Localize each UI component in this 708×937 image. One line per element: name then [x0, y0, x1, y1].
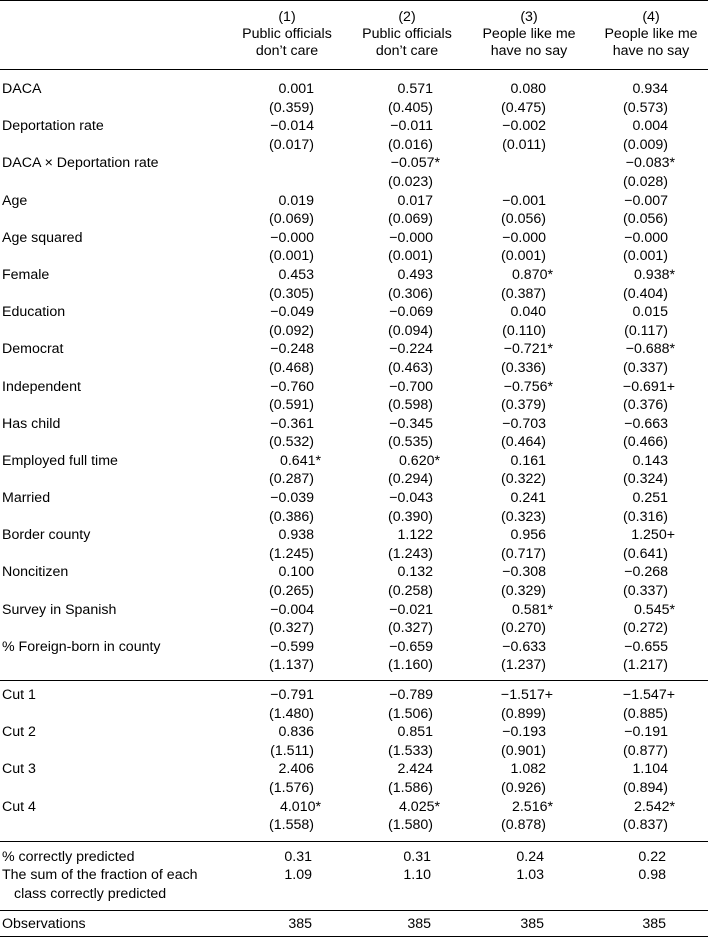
- std-error-cell: (0.901): [501, 742, 546, 759]
- coefficient-cell: 2.542*: [633, 798, 675, 815]
- coefficient-cell: −0.057*: [390, 155, 440, 172]
- std-error-cell: (0.117): [624, 322, 668, 339]
- std-error-cell: (0.885): [623, 705, 668, 722]
- coefficient-cell: −0.014: [270, 118, 314, 135]
- variable-coef-row: [0, 378, 708, 397]
- column-header-2: [352, 9, 462, 60]
- std-error-cell: (0.028): [623, 173, 668, 190]
- row-label: Female: [2, 266, 50, 283]
- std-error-cell: (0.899): [501, 705, 546, 722]
- variable-coef-row: [0, 229, 708, 248]
- variable-se-row: [0, 210, 708, 229]
- row-label: Cut 1: [2, 687, 36, 703]
- column-title-line1: People like me: [482, 26, 576, 42]
- variable-coef-row: [0, 303, 708, 322]
- std-error-cell: (0.390): [388, 508, 433, 525]
- std-error-cell: (0.573): [623, 99, 668, 116]
- coefficient-cell: 0.956: [510, 527, 546, 544]
- std-error-cell: (0.359): [269, 99, 314, 116]
- coefficient-cell: 0.004: [632, 118, 668, 135]
- coefficient-cell: 0.836: [278, 724, 314, 741]
- std-error-cell: (0.532): [269, 434, 314, 451]
- column-number: (2): [398, 9, 416, 25]
- coefficient-cell: 2.424: [397, 761, 433, 778]
- coefficient-cell: −0.688*: [625, 341, 675, 358]
- std-error-cell: (0.023): [388, 173, 433, 190]
- row-label: Independent: [2, 378, 81, 395]
- stat-value: 385: [642, 915, 666, 932]
- std-error-cell: (1.533): [388, 742, 433, 759]
- coefficient-cell: 0.934: [632, 81, 668, 97]
- row-label: DACA: [2, 81, 42, 97]
- coefficient-cell: 0.143: [632, 452, 668, 469]
- std-error-cell: (0.287): [269, 471, 314, 488]
- coefficient-cell: 0.251: [632, 490, 668, 507]
- std-error-cell: (0.001): [501, 248, 546, 265]
- std-error-cell: (0.641): [623, 545, 668, 562]
- coefficient-cell: 0.015: [632, 304, 668, 321]
- std-error-cell: (0.094): [388, 322, 433, 339]
- stat-value: 385: [407, 915, 431, 932]
- coefficient-cell: −0.691+: [622, 378, 675, 395]
- coefficient-cell: −0.700: [389, 378, 433, 395]
- row-label: Observations: [2, 915, 86, 932]
- stat-value: 1.10: [403, 867, 431, 884]
- variable-se-row: [0, 433, 708, 452]
- coefficient-cell: −0.224: [389, 341, 433, 358]
- std-error-cell: (0.324): [623, 471, 668, 488]
- std-error-cell: (0.265): [269, 583, 314, 600]
- column-title-line2: don’t care: [255, 43, 319, 59]
- coefficient-cell: −0.049: [270, 304, 314, 321]
- std-error-cell: (0.327): [269, 620, 314, 637]
- row-label: Employed full time: [2, 452, 118, 469]
- coefficient-cell: −0.703: [502, 415, 546, 432]
- row-label: Education: [2, 304, 66, 321]
- column-title-line1: People like me: [604, 26, 698, 42]
- coefficient-cell: −0.599: [270, 638, 314, 655]
- std-error-cell: (1.245): [269, 545, 314, 562]
- variable-coef-row: [0, 563, 708, 582]
- coefficient-cell: 0.620*: [398, 452, 440, 469]
- coefficient-cell: −1.547+: [622, 687, 675, 703]
- coefficient-cell: −0.001: [502, 192, 546, 209]
- coefficient-cell: 0.870*: [511, 266, 553, 283]
- std-error-cell: (0.386): [269, 508, 314, 525]
- cutpoint-se-row: [0, 705, 708, 724]
- coefficient-cell: −0.000: [270, 229, 314, 246]
- stat-row-observations: [0, 915, 708, 934]
- variable-se-row: [0, 359, 708, 378]
- variable-coef-row: [0, 415, 708, 434]
- variable-se-row: [0, 470, 708, 489]
- coefficient-cell: 0.100: [278, 564, 314, 581]
- row-label-continuation: class correctly predicted: [14, 885, 167, 902]
- coefficient-cell: −0.004: [270, 601, 314, 618]
- std-error-cell: (0.717): [501, 545, 546, 562]
- coefficient-cell: 0.938*: [633, 266, 675, 283]
- stat-value: 1.03: [516, 867, 544, 884]
- std-error-cell: (0.069): [388, 211, 433, 228]
- coefficient-cell: −0.308: [502, 564, 546, 581]
- std-error-cell: (0.016): [388, 136, 433, 153]
- column-title-line1: Public officials: [362, 26, 452, 42]
- std-error-cell: (0.316): [623, 508, 668, 525]
- coefficient-cell: 0.851: [397, 724, 433, 741]
- std-error-cell: (0.376): [623, 397, 668, 414]
- variable-se-row: [0, 619, 708, 638]
- row-label: The sum of the fraction of each: [2, 867, 198, 884]
- std-error-cell: (0.110): [502, 322, 546, 339]
- variable-se-row: [0, 396, 708, 415]
- table-header: [0, 1, 708, 70]
- coefficient-cell: −0.760: [270, 378, 314, 395]
- coefficient-cell: 0.017: [397, 192, 433, 209]
- column-header-1: [232, 9, 342, 60]
- std-error-cell: (1.558): [269, 817, 314, 834]
- row-label: Noncitizen: [2, 564, 69, 581]
- stat-value: 0.98: [638, 867, 666, 884]
- std-error-cell: (0.001): [388, 248, 433, 265]
- stat-row-sum-fraction-cont: [0, 885, 708, 904]
- std-error-cell: (0.591): [269, 397, 314, 414]
- variable-coef-row: [0, 266, 708, 285]
- coefficient-cell: 0.001: [278, 81, 314, 97]
- coefficient-cell: −0.791: [270, 687, 314, 703]
- variable-se-row: [0, 545, 708, 564]
- row-label: Deportation rate: [2, 118, 104, 135]
- std-error-cell: (0.305): [269, 285, 314, 302]
- coefficient-cell: 0.453: [278, 266, 314, 283]
- coefficient-cell: 0.545*: [633, 601, 675, 618]
- cutpoint-se-row: [0, 742, 708, 761]
- coefficient-cell: −0.193: [502, 724, 546, 741]
- coefficient-cell: 2.516*: [511, 798, 553, 815]
- column-header-3: [474, 9, 584, 60]
- column-number: (1): [278, 9, 296, 25]
- std-error-cell: (1.237): [501, 657, 546, 674]
- std-error-cell: (0.894): [623, 779, 668, 796]
- std-error-cell: (0.379): [501, 397, 546, 414]
- std-error-cell: (0.069): [269, 211, 314, 228]
- column-header-4: [594, 9, 708, 60]
- row-label: Age squared: [2, 229, 83, 246]
- coefficient-cell: −0.083*: [625, 155, 675, 172]
- fit-statistics-section: [0, 848, 708, 904]
- std-error-cell: (0.001): [623, 248, 668, 265]
- std-error-cell: (0.017): [269, 136, 314, 153]
- variable-coef-row: [0, 452, 708, 471]
- coefficient-cell: 2.406: [278, 761, 314, 778]
- coefficient-cell: 0.241: [510, 490, 546, 507]
- std-error-cell: (0.466): [623, 434, 668, 451]
- coefficient-cell: 1.122: [397, 527, 433, 544]
- row-label: Cut 2: [2, 724, 36, 741]
- std-error-cell: (0.475): [501, 99, 546, 116]
- std-error-cell: (0.323): [501, 508, 546, 525]
- variable-coef-row: [0, 340, 708, 359]
- cutpoints-section: [0, 686, 708, 835]
- stat-value: 385: [288, 915, 312, 932]
- cutpoint-coef-row: [0, 760, 708, 779]
- coefficient-cell: 4.010*: [279, 798, 321, 815]
- variable-se-row: [0, 136, 708, 155]
- coefficient-cell: −0.007: [624, 192, 668, 209]
- coefficient-cell: −0.721*: [503, 341, 553, 358]
- std-error-cell: (0.306): [388, 285, 433, 302]
- variable-coef-row: [0, 526, 708, 545]
- column-title-line2: have no say: [490, 43, 568, 59]
- coefficient-cell: −0.011: [390, 118, 433, 135]
- std-error-cell: (1.480): [269, 705, 314, 722]
- std-error-cell: (0.404): [623, 285, 668, 302]
- coefficient-cell: 1.250+: [631, 527, 675, 544]
- column-title-line1: Public officials: [242, 26, 332, 42]
- coefficient-cell: −0.002: [502, 118, 546, 135]
- stat-value: 0.24: [516, 848, 544, 865]
- std-error-cell: (0.468): [269, 359, 314, 376]
- std-error-cell: (1.137): [269, 657, 314, 674]
- std-error-cell: (0.322): [501, 471, 546, 488]
- std-error-cell: (0.464): [501, 434, 546, 451]
- std-error-cell: (0.337): [623, 359, 668, 376]
- coefficient-cell: 0.581*: [511, 601, 553, 618]
- coefficient-cell: −0.000: [389, 229, 433, 246]
- row-label: DACA × Deportation rate: [2, 155, 159, 172]
- coefficient-cell: −0.191: [624, 724, 668, 741]
- row-label: Survey in Spanish: [2, 601, 117, 618]
- cutpoint-coef-row: [0, 723, 708, 742]
- coefficient-cell: −0.659: [389, 638, 433, 655]
- variable-coef-row: [0, 489, 708, 508]
- std-error-cell: (0.926): [501, 779, 546, 796]
- std-error-cell: (0.258): [388, 583, 433, 600]
- coefficient-cell: 1.082: [510, 761, 546, 778]
- std-error-cell: (0.001): [269, 248, 314, 265]
- std-error-cell: (0.387): [501, 285, 546, 302]
- coefficient-cell: −0.756*: [503, 378, 553, 395]
- stat-value: 0.31: [284, 848, 312, 865]
- std-error-cell: (0.337): [623, 583, 668, 600]
- cutpoint-se-row: [0, 816, 708, 835]
- coefficient-cell: 0.019: [278, 192, 314, 209]
- coefficient-cell: −0.663: [624, 415, 668, 432]
- variable-coef-row: [0, 80, 708, 99]
- row-label: % correctly predicted: [2, 848, 135, 865]
- variable-coef-row: [0, 638, 708, 657]
- coefficient-cell: −0.268: [624, 564, 668, 581]
- row-label: Age: [2, 192, 28, 209]
- std-error-cell: (0.011): [502, 136, 546, 153]
- std-error-cell: (0.272): [623, 620, 668, 637]
- std-error-cell: (0.056): [623, 211, 668, 228]
- coefficient-cell: 0.080: [510, 81, 546, 97]
- std-error-cell: (0.535): [388, 434, 433, 451]
- coefficient-cell: 0.161: [510, 452, 546, 469]
- coefficient-cell: 0.641*: [279, 452, 321, 469]
- coefficient-cell: −0.789: [389, 687, 433, 703]
- variable-se-row: [0, 173, 708, 192]
- row-label: % Foreign-born in county: [2, 638, 161, 655]
- coefficient-cell: −0.248: [270, 341, 314, 358]
- column-title-line2: have no say: [612, 43, 690, 59]
- coefficient-cell: −0.021: [389, 601, 433, 618]
- row-label: Democrat: [2, 341, 64, 358]
- variable-coef-row: [0, 601, 708, 620]
- std-error-cell: (0.877): [623, 742, 668, 759]
- std-error-cell: (0.878): [501, 817, 546, 834]
- std-error-cell: (1.580): [388, 817, 433, 834]
- std-error-cell: (0.294): [388, 471, 433, 488]
- row-label: Cut 4: [2, 798, 36, 815]
- std-error-cell: (0.463): [388, 359, 433, 376]
- coefficient-cell: −0.069: [389, 304, 433, 321]
- std-error-cell: (1.506): [388, 705, 433, 722]
- cutpoint-se-row: [0, 779, 708, 798]
- coefficient-cell: 1.104: [632, 761, 668, 778]
- stat-row-sum-fraction: [0, 866, 708, 885]
- std-error-cell: (0.336): [501, 359, 546, 376]
- coefficient-cell: −0.633: [502, 638, 546, 655]
- std-error-cell: (1.217): [623, 657, 668, 674]
- std-error-cell: (0.270): [501, 620, 546, 637]
- variable-se-row: [0, 656, 708, 675]
- variable-coef-row: [0, 154, 708, 173]
- coefficient-cell: 0.493: [397, 266, 433, 283]
- coefficient-cell: 0.132: [397, 564, 433, 581]
- std-error-cell: (0.598): [388, 397, 433, 414]
- std-error-cell: (1.576): [269, 779, 314, 796]
- variable-se-row: [0, 285, 708, 304]
- stat-row-pct-correct: [0, 848, 708, 867]
- column-number: (3): [520, 9, 538, 25]
- variable-se-row: [0, 99, 708, 118]
- variable-coef-row: [0, 117, 708, 136]
- coefficient-cell: −0.039: [270, 490, 314, 507]
- coefficient-cell: 0.938: [278, 527, 314, 544]
- row-label: Married: [2, 490, 51, 507]
- variable-coef-row: [0, 192, 708, 211]
- column-title-line2: don’t care: [375, 43, 439, 59]
- column-number: (4): [642, 9, 660, 25]
- variable-se-row: [0, 322, 708, 341]
- std-error-cell: (0.837): [623, 817, 668, 834]
- stat-value: 0.31: [403, 848, 431, 865]
- coefficient-cell: −0.000: [624, 229, 668, 246]
- row-label: Border county: [2, 527, 91, 544]
- variables-section: [0, 80, 708, 675]
- coefficient-cell: −0.345: [389, 415, 433, 432]
- cutpoint-coef-row: [0, 686, 708, 705]
- std-error-cell: (1.243): [388, 545, 433, 562]
- std-error-cell: (0.009): [623, 136, 668, 153]
- std-error-cell: (0.405): [388, 99, 433, 116]
- std-error-cell: (0.056): [501, 211, 546, 228]
- cutpoint-coef-row: [0, 798, 708, 817]
- coefficient-cell: −0.043: [389, 490, 433, 507]
- variable-se-row: [0, 508, 708, 527]
- coefficient-cell: 0.571: [397, 81, 433, 97]
- stat-value: 1.09: [284, 867, 312, 884]
- stat-value: 0.22: [638, 848, 666, 865]
- coefficient-cell: 4.025*: [398, 798, 440, 815]
- std-error-cell: (0.327): [388, 620, 433, 637]
- coefficient-cell: 0.040: [510, 304, 546, 321]
- variable-se-row: [0, 247, 708, 266]
- std-error-cell: (0.329): [501, 583, 546, 600]
- coefficient-cell: −0.361: [270, 415, 314, 432]
- row-label: Has child: [2, 415, 61, 432]
- coefficient-cell: −0.000: [502, 229, 546, 246]
- std-error-cell: (1.586): [388, 779, 433, 796]
- variable-se-row: [0, 582, 708, 601]
- std-error-cell: (1.160): [388, 657, 433, 674]
- coefficient-cell: −1.517+: [500, 687, 553, 703]
- std-error-cell: (1.511): [270, 742, 314, 759]
- coefficient-cell: −0.655: [624, 638, 668, 655]
- std-error-cell: (0.092): [269, 322, 314, 339]
- row-label: Cut 3: [2, 761, 36, 778]
- stat-value: 385: [520, 915, 544, 932]
